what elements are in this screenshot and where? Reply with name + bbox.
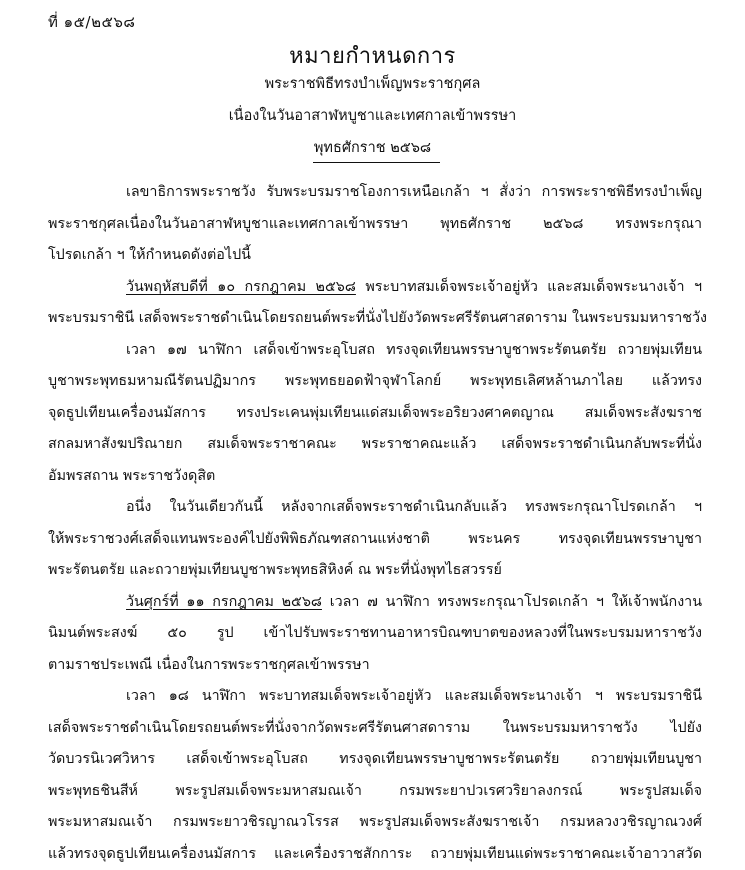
paragraph-6-line-2: เสด็จพระราชดำเนินโดยรถยนต์พระที่นั่งจากวัดพระศรีรัตนศาสดาราม ในพระบรมมหาราชวัง ไปยัง bbox=[48, 713, 702, 745]
paragraph-6-line-3: วัดบวรนิเวศวิหาร เสด็จเข้าพระอุโบสถ ทรงจุดเทียนพรรษาบูชาพระรัตนตรัย ถวายพุ่มเทียนบูชา bbox=[48, 744, 702, 776]
paragraph-5-line-1-rest: เวลา ๗ นาฬิกา ทรงพระกรุณาโปรดเกล้า ฯ ให้เจ้าพนักงาน bbox=[322, 594, 702, 610]
paragraph-3-line-3: จุดธูปเทียนเครื่องนมัสการ ทรงประเคนพุ่มเทียนแด่สมเด็จพระอริยวงศาคตญาณ สมเด็จพระสังฆราช bbox=[48, 398, 702, 430]
title-separator bbox=[313, 162, 440, 163]
paragraph-2-line-1 bbox=[48, 272, 702, 304]
paragraph-5-line-1 bbox=[48, 587, 702, 619]
document-number: ที่ ๑๕/๒๕๖๘ bbox=[48, 10, 135, 34]
paragraph-3-line-2: บูชาพระพุทธมหามณีรัตนปฏิมากร พระพุทธยอดฟ้าจุฬาโลกย์ พระพุทธเลิศหล้านภาไลย แล้วทรง bbox=[48, 366, 702, 398]
paragraph-3-line-5: อัมพรสถาน พระราชวังดุสิต bbox=[48, 461, 702, 493]
paragraph-2-line-2: พระบรมราชินี เสด็จพระราชดำเนินโดยรถยนต์พระที่นั่งไปยังวัดพระศรีรัตนศาสดาราม ในพระบรมมหาราชวัง bbox=[48, 303, 702, 335]
paragraph-1-line-3: โปรดเกล้า ฯ ให้กำหนดดังต่อไปนี้ bbox=[48, 240, 702, 272]
subtitle-line-2: เนื่องในวันอาสาฬหบูชาและเทศกาลเข้าพรรษา bbox=[0, 104, 745, 127]
document-body bbox=[48, 177, 702, 870]
paragraph-3-line-4: สกลมหาสังฆปริณายก สมเด็จพระราชาคณะ พระราชาคณะแล้ว เสด็จพระราชดำเนินกลับพระที่นั่ง bbox=[48, 429, 702, 461]
subtitle-line-3: พุทธศักราช ๒๕๖๘ bbox=[0, 136, 745, 159]
paragraph-4-line-2: ให้พระราชวงศ์เสด็จแทนพระองค์ไปยังพิพิธภัณฑสถานแห่งชาติ พระนคร ทรงจุดเทียนพรรษาบูชา bbox=[48, 524, 702, 556]
date-label-friday: วันศุกร์ที่ ๑๑ กรกฎาคม ๒๕๖๘ bbox=[126, 594, 322, 610]
date-label-thursday: วันพฤหัสบดีที่ ๑๐ กรกฎาคม ๒๕๖๘ bbox=[126, 279, 356, 295]
paragraph-6-line-4: พระพุทธชินสีห์ พระรูปสมเด็จพระมหาสมณเจ้า กรมพระยาปวเรศวริยาลงกรณ์ พระรูปสมเด็จ bbox=[48, 776, 702, 808]
paragraph-6-line-5: พระมหาสมณเจ้า กรมพระยาวชิรญาณวโรรส พระรูปสมเด็จพระสังฆราชเจ้า กรมหลวงวชิรญาณวงศ์ bbox=[48, 807, 702, 839]
document-title: หมายกำหนดการ bbox=[0, 38, 745, 73]
paragraph-4-line-3: พระรัตนตรัย และถวายพุ่มเทียนบูชาพระพุทธสิหิงค์ ณ พระที่นั่งพุทไธสวรรย์ bbox=[48, 555, 702, 587]
paragraph-6-line-6: แล้วทรงจุดธูปเทียนเครื่องนมัสการ และเครื่องราชสักการะ ถวายพุ่มเทียนแด่พระราชาคณะเจ้าอาวาสวัด bbox=[48, 839, 702, 870]
paragraph-6-line-1: เวลา ๑๘ นาฬิกา พระบาทสมเด็จพระเจ้าอยู่หัว และสมเด็จพระนางเจ้า ฯ พระบรมราชินี bbox=[48, 681, 702, 713]
paragraph-5-line-2: นิมนต์พระสงฆ์ ๕๐ รูป เข้าไปรับพระราชทานอาหารบิณฑบาตของหลวงที่ในพระบรมมหาราชวัง bbox=[48, 618, 702, 650]
paragraph-1-line-1: เลขาธิการพระราชวัง รับพระบรมราชโองการเหนือเกล้า ฯ สั่งว่า การพระราชพิธีทรงบำเพ็ญ bbox=[48, 177, 702, 209]
paragraph-1-line-2: พระราชกุศลเนื่องในวันอาสาฬหบูชาและเทศกาลเข้าพรรษา พุทธศักราช ๒๕๖๘ ทรงพระกรุณา bbox=[48, 209, 702, 241]
subtitle-line-1: พระราชพิธีทรงบำเพ็ญพระราชกุศล bbox=[0, 72, 745, 95]
paragraph-3-line-1: เวลา ๑๗ นาฬิกา เสด็จเข้าพระอุโบสถ ทรงจุดเทียนพรรษาบูชาพระรัตนตรัย ถวายพุ่มเทียน bbox=[48, 335, 702, 367]
paragraph-4-line-1: อนึ่ง ในวันเดียวกันนี้ หลังจากเสด็จพระราชดำเนินกลับแล้ว ทรงพระกรุณาโปรดเกล้า ฯ bbox=[48, 492, 702, 524]
paragraph-5-line-3: ตามราชประเพณี เนื่องในการพระราชกุศลเข้าพรรษา bbox=[48, 650, 702, 682]
paragraph-2-line-1-rest: พระบาทสมเด็จพระเจ้าอยู่หัว และสมเด็จพระนางเจ้า ฯ bbox=[356, 279, 702, 295]
